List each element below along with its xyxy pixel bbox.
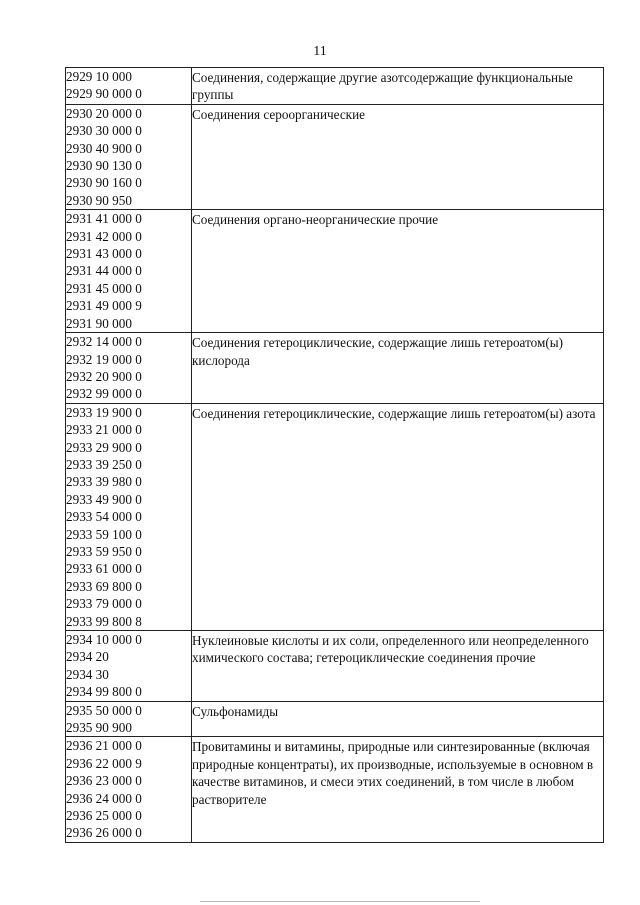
code-line: 2933 39 980 0 bbox=[66, 474, 142, 490]
code-line: 2931 49 000 9 bbox=[66, 298, 142, 314]
code-line: 2934 20 bbox=[66, 649, 109, 665]
code-line: 2931 44 000 0 bbox=[66, 263, 142, 279]
code-line: 2932 14 000 0 bbox=[66, 334, 142, 350]
code-line: 2931 90 000 bbox=[66, 315, 132, 331]
code-line: 2933 59 100 0 bbox=[66, 526, 142, 542]
code-line: 2932 20 900 0 bbox=[66, 368, 142, 384]
description-text: Соединения гетероциклические, содержащие лишь гетероатом(ы) азота bbox=[192, 405, 596, 421]
code-cell bbox=[66, 701, 192, 737]
description-text: Соединения гетероциклические, содержащие лишь гетероатом(ы) кислорода bbox=[192, 335, 563, 368]
code-line: 2935 90 900 bbox=[66, 720, 132, 736]
table-row bbox=[66, 701, 604, 737]
description-text: Соединения, содержащие другие азотсодержащие функциональные группы bbox=[192, 70, 573, 103]
description-text: Соединения органо-неорганические прочие bbox=[192, 212, 439, 228]
code-line: 2930 40 900 0 bbox=[66, 140, 142, 156]
code-line: 2934 99 800 0 bbox=[66, 684, 142, 700]
code-cell bbox=[66, 631, 192, 702]
table-row bbox=[66, 333, 604, 404]
table-row bbox=[66, 104, 604, 209]
table-row bbox=[66, 737, 604, 842]
code-line: 2933 54 000 0 bbox=[66, 509, 142, 525]
code-line: 2936 21 000 0 bbox=[66, 738, 142, 754]
table-body bbox=[66, 68, 604, 843]
table-row bbox=[66, 631, 604, 702]
table-row bbox=[66, 210, 604, 333]
code-line: 2931 42 000 0 bbox=[66, 228, 142, 244]
description-cell bbox=[192, 737, 604, 842]
description-text: Соединения сероорганические bbox=[192, 106, 365, 122]
code-cell bbox=[66, 68, 192, 105]
description-text: Провитамины и витамины, природные или синтезированные (включая природные концентраты), их производные, используемые в основном в качестве витаминов, и смеси этих соединений, в том числе в любом растворителе bbox=[192, 739, 594, 807]
bottom-rule bbox=[200, 901, 480, 902]
description-cell bbox=[192, 631, 604, 702]
code-line: 2936 22 000 9 bbox=[66, 755, 142, 771]
table-row bbox=[66, 68, 604, 105]
code-line: 2934 10 000 0 bbox=[66, 632, 142, 647]
page-number: 11 bbox=[313, 44, 327, 59]
code-cell bbox=[66, 403, 192, 630]
code-line: 2931 41 000 0 bbox=[66, 211, 142, 227]
code-line: 2929 10 000 bbox=[66, 69, 132, 84]
code-line: 2936 26 000 0 bbox=[66, 825, 142, 841]
code-line: 2931 45 000 0 bbox=[66, 280, 142, 296]
code-cell bbox=[66, 333, 192, 404]
code-cell bbox=[66, 737, 192, 842]
code-line: 2932 19 000 0 bbox=[66, 351, 142, 367]
code-line: 2930 20 000 0 bbox=[66, 105, 142, 121]
code-line: 2933 39 250 0 bbox=[66, 456, 142, 472]
code-line: 2930 90 130 0 bbox=[66, 158, 142, 174]
code-line: 2934 30 bbox=[66, 666, 109, 682]
code-line: 2936 23 000 0 bbox=[66, 773, 142, 789]
description-text: Нуклеиновые кислоты и их соли, определенного или неопределенного химического состава; гетероциклические соединения прочие bbox=[192, 633, 589, 666]
code-line: 2936 24 000 0 bbox=[66, 790, 142, 806]
description-cell bbox=[192, 403, 604, 630]
description-cell bbox=[192, 333, 604, 404]
code-cell bbox=[66, 104, 192, 209]
code-line: 2931 43 000 0 bbox=[66, 246, 142, 262]
code-cell bbox=[66, 210, 192, 333]
code-line: 2933 29 900 0 bbox=[66, 439, 142, 455]
code-line: 2932 99 000 0 bbox=[66, 386, 142, 402]
code-line: 2933 61 000 0 bbox=[66, 561, 142, 577]
code-line: 2933 21 000 0 bbox=[66, 422, 142, 438]
code-line: 2930 90 160 0 bbox=[66, 175, 142, 191]
description-cell bbox=[192, 210, 604, 333]
code-line: 2935 50 000 0 bbox=[66, 702, 142, 718]
code-line: 2930 90 950 bbox=[66, 192, 132, 208]
code-line: 2933 99 800 8 bbox=[66, 613, 142, 629]
description-cell bbox=[192, 701, 604, 737]
code-line: 2933 79 000 0 bbox=[66, 596, 142, 612]
code-line: 2933 59 950 0 bbox=[66, 543, 142, 559]
code-line: 2933 19 900 0 bbox=[66, 404, 142, 420]
code-line: 2933 49 900 0 bbox=[66, 491, 142, 507]
tariff-codes-table bbox=[65, 67, 604, 843]
code-line: 2936 25 000 0 bbox=[66, 808, 142, 824]
description-cell bbox=[192, 104, 604, 209]
description-text: Сульфонамиды bbox=[192, 703, 279, 719]
code-line: 2933 69 800 0 bbox=[66, 578, 142, 594]
code-line: 2929 90 000 0 bbox=[66, 86, 142, 102]
code-line: 2930 30 000 0 bbox=[66, 123, 142, 139]
description-cell bbox=[192, 68, 604, 105]
table-row bbox=[66, 403, 604, 630]
